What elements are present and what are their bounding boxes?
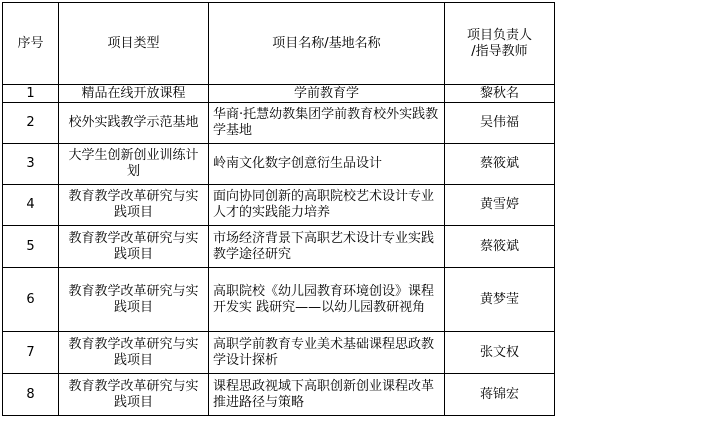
row-type: 大学生创新创业训练计划 — [59, 144, 209, 185]
header-type: 项目类型 — [59, 3, 209, 85]
row-index: 5 — [3, 226, 59, 268]
row-name: 高职学前教育专业美术基础课程思政教学设计探析 — [209, 332, 445, 374]
row-type: 教育教学改革研究与实践项目 — [59, 332, 209, 374]
row-lead: 吴伟福 — [445, 103, 555, 144]
row-type: 教育教学改革研究与实践项目 — [59, 268, 209, 332]
table-row — [3, 85, 555, 103]
row-lead: 蔡筱斌 — [445, 226, 555, 268]
project-table — [2, 2, 555, 416]
table-row — [3, 144, 555, 185]
table-row — [3, 268, 555, 332]
row-index: 4 — [3, 185, 59, 226]
row-name: 华商·托慧幼教集团学前教育校外实践教学基地 — [209, 103, 445, 144]
row-index: 1 — [3, 85, 59, 103]
row-name: 岭南文化数字创意衍生品设计 — [209, 144, 445, 185]
row-lead: 黎秋名 — [445, 85, 555, 103]
row-type: 精品在线开放课程 — [59, 85, 209, 103]
row-type: 教育教学改革研究与实践项目 — [59, 226, 209, 268]
header-lead-line2: /指导教师 — [471, 43, 528, 59]
row-index: 3 — [3, 144, 59, 185]
header-index: 序号 — [3, 3, 59, 85]
header-name: 项目名称/基地名称 — [209, 3, 445, 85]
table-row — [3, 103, 555, 144]
row-lead: 蔡筱斌 — [445, 144, 555, 185]
row-name: 市场经济背景下高职艺术设计专业实践教学途径研究 — [209, 226, 445, 268]
header-lead — [445, 3, 555, 85]
table-row — [3, 226, 555, 268]
row-type: 校外实践教学示范基地 — [59, 103, 209, 144]
row-name: 学前教育学 — [209, 85, 445, 103]
table-row — [3, 185, 555, 226]
row-name: 面向协同创新的高职院校艺术设计专业人才的实践能力培养 — [209, 185, 445, 226]
row-index: 7 — [3, 332, 59, 374]
row-lead: 蒋锦宏 — [445, 374, 555, 416]
row-lead: 黄梦莹 — [445, 268, 555, 332]
row-index: 2 — [3, 103, 59, 144]
header-lead-line1: 项目负责人 — [466, 27, 532, 43]
table-row — [3, 374, 555, 416]
row-index: 8 — [3, 374, 59, 416]
row-index: 6 — [3, 268, 59, 332]
row-type: 教育教学改革研究与实践项目 — [59, 374, 209, 416]
row-name: 课程思政视域下高职创新创业课程改革推进路径与策略 — [209, 374, 445, 416]
row-name: 高职院校《幼儿园教育环境创设》课程开发实 践研究——以幼儿园教研视角 — [209, 268, 445, 332]
table-row — [3, 332, 555, 374]
row-type: 教育教学改革研究与实践项目 — [59, 185, 209, 226]
row-lead: 黄雪婷 — [445, 185, 555, 226]
table-header-row — [3, 3, 555, 85]
row-lead: 张文权 — [445, 332, 555, 374]
